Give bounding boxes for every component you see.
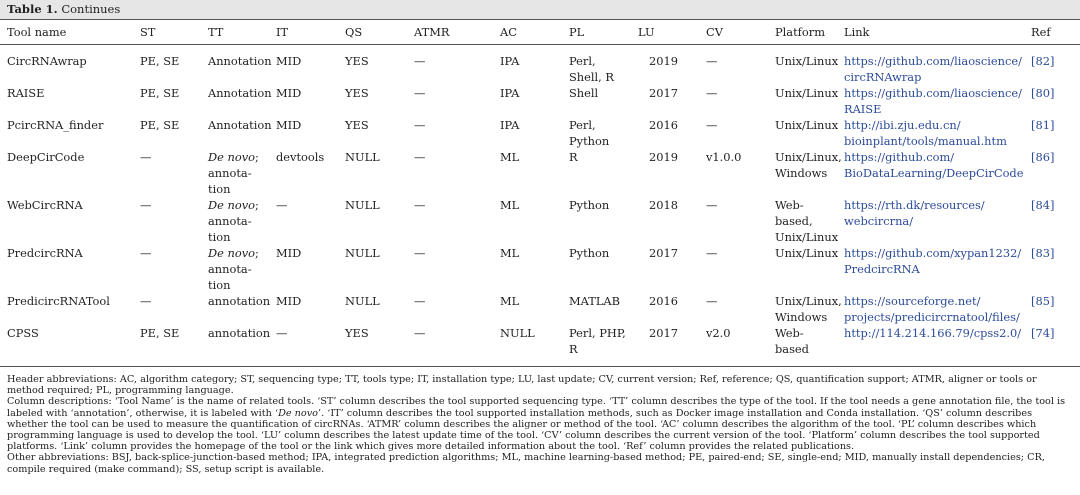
cell-ac: ML: [500, 198, 520, 212]
header-platform: Platform: [775, 25, 825, 39]
cell-it: MID: [276, 118, 302, 132]
cell-pl: Shell: [569, 86, 599, 100]
header-ac: AC: [500, 25, 517, 39]
cell-st: —: [140, 294, 152, 308]
cell-qs: YES: [345, 54, 369, 68]
cell-tt: [208, 149, 259, 197]
cell-ac: NULL: [500, 326, 535, 340]
cell-qs: NULL: [345, 198, 380, 212]
cell-platform: Unix/Linux: [775, 246, 839, 260]
header-link: Link: [844, 25, 870, 39]
cell-st: —: [140, 198, 152, 212]
cell-atmr: —: [414, 326, 426, 340]
header-ref: Ref: [1031, 25, 1051, 39]
cell-it: —: [276, 198, 288, 212]
tt-rest-text: ; annota- tion: [208, 198, 259, 244]
cell-pl: R: [569, 150, 578, 164]
cell-qs: YES: [345, 86, 369, 100]
cell-it: MID: [276, 294, 302, 308]
tt-rest-text: ; annota- tion: [208, 150, 259, 196]
header-tool: Tool name: [7, 25, 67, 39]
column-descriptions: Column descriptions: ‘Tool Name’ is the name of related tools. ‘ST’ column describes the tool supported sequencing type. ‘TT’ column describes the type of the tool. If the tool needs a gene annotation file, the tool is labeled with ‘annotation’, otherwise, it is labeled with ‘De novo’. ‘IT’ column describes the tool supported installation methods, such as Docker image installation and Conda installation. ‘QS’ column describes whether the tool can be used to measure the quantification of circRNAs. ‘ATMR’ column describes the aligner or method of the tool. ‘AC’ column describes the algorithm of the tool. ‘PL’ column describes which programming language is used to develop the tool. ‘LU’ column describes the latest update time of the tool. ‘CV’ column describes the current version of the tool. ‘Platform’ column describes the tool supported platforms. ‘Link’ column provides the homepage of the tool or the link which gives more detailed information about the tool. ‘Ref’ column provides the related publications.: [7, 396, 1066, 453]
cell-qs: NULL: [345, 246, 380, 260]
cell-tt: [208, 245, 259, 293]
cell-pl: MATLAB: [569, 294, 621, 308]
cell-ref[interactable]: [81]: [1031, 118, 1055, 132]
header-rule: [0, 44, 1080, 45]
cell-ac: IPA: [500, 118, 520, 132]
cell-tool: DeepCirCode: [7, 150, 85, 164]
cell-ref[interactable]: [80]: [1031, 86, 1055, 100]
cell-tt: Annotation: [208, 86, 272, 100]
cell-cv: —: [706, 198, 718, 212]
cell-st: PE, SE: [140, 54, 180, 68]
tt-rest-text: ; annota- tion: [208, 246, 259, 292]
cell-atmr: —: [414, 86, 426, 100]
cell-qs: NULL: [345, 294, 380, 308]
table-notes: [7, 374, 1075, 475]
cell-st: PE, SE: [140, 86, 180, 100]
cell-lu: 2019: [649, 54, 678, 68]
cell-tt: Annotation: [208, 118, 272, 132]
cell-st: —: [140, 246, 152, 260]
cell-lu: 2017: [649, 86, 678, 100]
cell-tt: annotation: [208, 326, 271, 340]
table-title-bar: [0, 0, 1080, 19]
cell-tool: CPSS: [7, 326, 39, 340]
cell-ac: IPA: [500, 86, 520, 100]
cell-pl: Perl, Shell, R: [569, 54, 614, 84]
cell-link[interactable]: https://github.com/ BioDataLearning/DeepCirCode: [844, 150, 1024, 180]
cell-tt: [208, 197, 259, 245]
cell-ref[interactable]: [86]: [1031, 150, 1055, 164]
cell-ac: ML: [500, 246, 520, 260]
cell-it: MID: [276, 86, 302, 100]
header-tt: TT: [208, 25, 224, 39]
cell-link[interactable]: http://ibi.zju.edu.cn/ bioinplant/tools/manual.htm: [844, 118, 1007, 148]
cell-atmr: —: [414, 54, 426, 68]
cell-cv: —: [706, 246, 718, 260]
cell-platform: Unix/Linux, Windows: [775, 294, 842, 324]
cell-platform: Unix/Linux: [775, 86, 839, 100]
cell-tool: RAISE: [7, 86, 45, 100]
cell-link[interactable]: http://114.214.166.79/cpss2.0/: [844, 326, 1022, 340]
cell-tool: PredcircRNA: [7, 246, 83, 260]
header-lu: LU: [638, 25, 655, 39]
tt-denovo-text: De novo: [208, 150, 255, 164]
bottom-rule: [0, 366, 1080, 367]
cell-qs: YES: [345, 118, 369, 132]
cell-platform: Web- based: [775, 326, 809, 356]
cell-qs: NULL: [345, 150, 380, 164]
tt-denovo-text: De novo: [208, 246, 255, 260]
table-label: Table 1.: [7, 2, 58, 16]
cell-link[interactable]: https://rth.dk/resources/ webcircrna/: [844, 198, 985, 228]
header-abbreviations: Header abbreviations: AC, algorithm category; ST, sequencing type; TT, tools type; IT, installation type; LU, last update; CV, current version; Ref, reference; QS, quantification support; ATMR, aligner or tools or method required; PL, programming language.: [7, 374, 1037, 397]
header-qs: QS: [345, 25, 363, 39]
cell-lu: 2016: [649, 118, 678, 132]
cell-cv: —: [706, 54, 718, 68]
cell-lu: 2019: [649, 150, 678, 164]
cell-tt: Annotation: [208, 54, 272, 68]
cell-ref[interactable]: [85]: [1031, 294, 1055, 308]
cell-ref[interactable]: [84]: [1031, 198, 1055, 212]
cell-cv: —: [706, 118, 718, 132]
other-abbreviations: Other abbreviations: BSJ, back-splice-junction-based method; IPA, integrated prediction algorithms; ML, machine learning-based method; PE, paired-end; SE, single-end; MID, manually install dependencies; CR, compile required (make command); SS, setup script is available.: [7, 452, 1045, 475]
cell-platform: Web- based, Unix/Linux: [775, 198, 839, 244]
cell-it: MID: [276, 54, 302, 68]
cell-tool: PcircRNA_finder: [7, 118, 104, 132]
header-it: IT: [276, 25, 289, 39]
cell-ac: ML: [500, 294, 520, 308]
table-caption: Continues: [61, 2, 121, 16]
cell-link[interactable]: https://github.com/liaoscience/ circRNAwrap: [844, 54, 1022, 84]
cell-st: PE, SE: [140, 118, 180, 132]
cell-atmr: —: [414, 294, 426, 308]
cell-lu: 2017: [649, 326, 678, 340]
cell-tool: CircRNAwrap: [7, 54, 87, 68]
cell-platform: Unix/Linux, Windows: [775, 150, 842, 180]
cell-it: devtools: [276, 150, 325, 164]
cell-it: —: [276, 326, 288, 340]
cell-platform: Unix/Linux: [775, 118, 839, 132]
cell-lu: 2018: [649, 198, 678, 212]
cell-ac: ML: [500, 150, 520, 164]
cell-qs: YES: [345, 326, 369, 340]
cell-atmr: —: [414, 246, 426, 260]
cell-pl: Python: [569, 198, 610, 212]
cell-tool: PredicircRNATool: [7, 294, 110, 308]
cell-ref[interactable]: [82]: [1031, 54, 1055, 68]
header-atmr: ATMR: [414, 25, 450, 39]
cell-tt: annotation: [208, 294, 271, 308]
cell-ref[interactable]: [83]: [1031, 246, 1055, 260]
cell-tool: WebCircRNA: [7, 198, 83, 212]
cell-lu: 2016: [649, 294, 678, 308]
header-st: ST: [140, 25, 156, 39]
cell-st: PE, SE: [140, 326, 180, 340]
top-rule: [0, 19, 1080, 20]
cell-pl: Perl, PHP, R: [569, 326, 626, 356]
cell-atmr: —: [414, 118, 426, 132]
header-cv: CV: [706, 25, 723, 39]
cell-ac: IPA: [500, 54, 520, 68]
cell-atmr: —: [414, 198, 426, 212]
cell-pl: Python: [569, 246, 610, 260]
cell-cv: —: [706, 294, 718, 308]
cell-it: MID: [276, 246, 302, 260]
cell-link[interactable]: https://github.com/xypan1232/ PredcircRNA: [844, 246, 1022, 276]
cell-cv: v1.0.0: [706, 150, 742, 164]
cell-atmr: —: [414, 150, 426, 164]
cell-pl: Perl, Python: [569, 118, 610, 148]
header-pl: PL: [569, 25, 585, 39]
cell-ref[interactable]: [74]: [1031, 326, 1055, 340]
cell-cv: v2.0: [706, 326, 731, 340]
cell-cv: —: [706, 86, 718, 100]
cell-st: —: [140, 150, 152, 164]
cell-platform: Unix/Linux: [775, 54, 839, 68]
cell-lu: 2017: [649, 246, 678, 260]
cell-link[interactable]: https://sourceforge.net/ projects/predicircrnatool/files/: [844, 294, 1020, 324]
cell-link[interactable]: https://github.com/liaoscience/ RAISE: [844, 86, 1022, 116]
tt-denovo-text: De novo: [208, 198, 255, 212]
